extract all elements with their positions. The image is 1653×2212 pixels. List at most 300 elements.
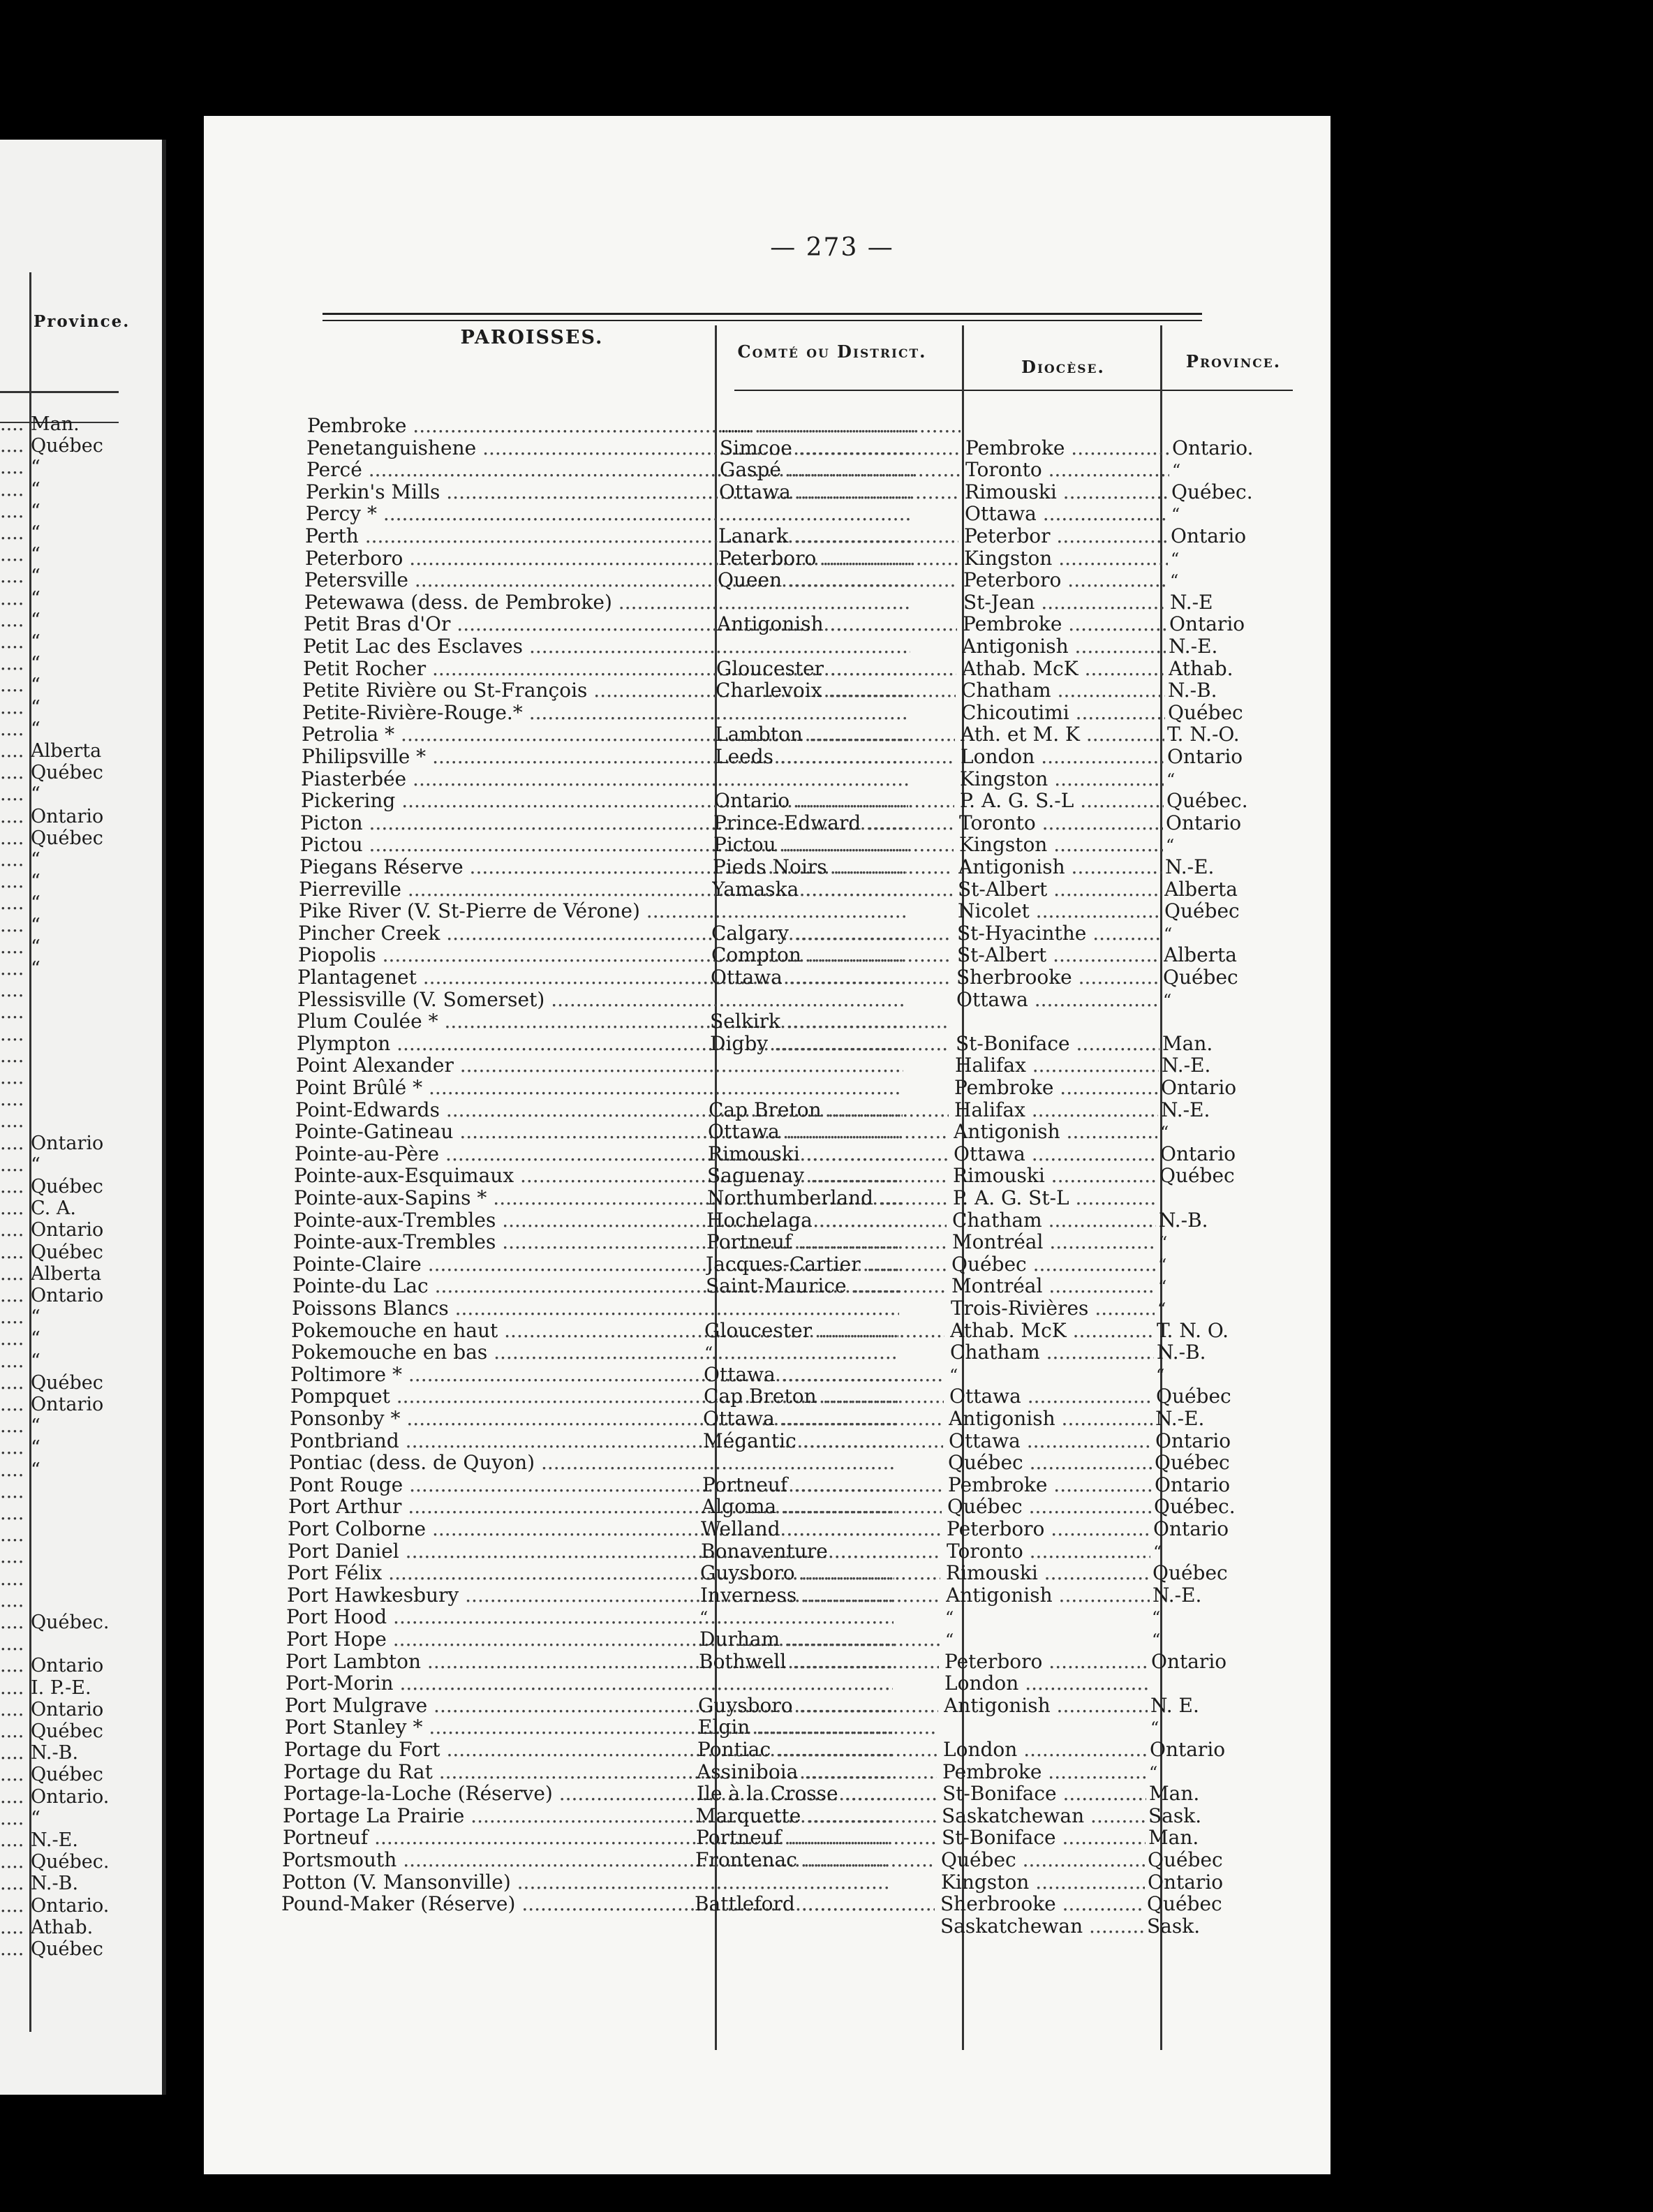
parish-name: Potton (V. Mansonville) ..... [282, 1871, 889, 1893]
left-province-item [0, 1481, 162, 1503]
parish-name: Poissons Blancs ..... [292, 1297, 899, 1319]
county-district-cell [704, 1364, 944, 1385]
county-district: Ottawa ..... [703, 1408, 943, 1429]
province: “ [1166, 836, 1175, 856]
province: N.-E. [1165, 856, 1215, 878]
diocese-cell [951, 1297, 1155, 1319]
table-row [180, 1761, 1307, 1783]
province-cell [1164, 900, 1318, 922]
left-province-item [0, 588, 162, 610]
left-province-item [0, 1459, 162, 1482]
province: “ [1152, 1608, 1161, 1628]
top-rule-thin [323, 320, 1202, 321]
left-province-value: “ [31, 674, 40, 697]
left-province-item [0, 1633, 162, 1656]
province: Québec. [1166, 790, 1248, 812]
left-province-value: Québec [31, 1241, 103, 1263]
left-province-item [0, 1720, 162, 1743]
county-district-cell [711, 922, 951, 944]
diocese-cell [949, 1385, 1153, 1407]
leader-dots: .... [0, 1633, 24, 1656]
diocese: Antigonish ..... [958, 856, 1162, 878]
parish-name-cell [282, 1871, 889, 1893]
county-district: Pieds Noirs ..... [713, 856, 953, 878]
parish-name: Point-Edwards ..... [295, 1099, 903, 1121]
header-paroisses: PAROISSES. [460, 327, 604, 348]
left-province-value: Man. [31, 413, 80, 435]
leader-dots: .... [0, 958, 24, 980]
table-row [183, 1606, 1310, 1628]
left-province-item [0, 631, 162, 654]
province-cell [1169, 658, 1322, 679]
left-province-item [0, 892, 162, 915]
province-cell [1157, 1297, 1311, 1320]
diocese-cell [964, 547, 1168, 569]
left-province-value: “ [31, 1306, 40, 1329]
province-cell [1157, 1320, 1310, 1341]
left-province-item [0, 544, 162, 566]
county-district-cell [720, 437, 960, 459]
left-province-item [0, 718, 162, 741]
parish-name: Plessisville (V. Somerset) ..... [297, 989, 905, 1010]
diocese-cell [960, 768, 1164, 790]
table-row [185, 1496, 1312, 1517]
province-cell [1149, 1783, 1303, 1804]
province: “ [1172, 461, 1181, 481]
county-district-cell [696, 1827, 936, 1848]
province-cell [1168, 679, 1321, 701]
province: Ontario [1153, 1518, 1229, 1540]
diocese: Peterboro ..... [944, 1651, 1148, 1672]
county-district-cell [710, 1010, 950, 1032]
table-row [184, 1518, 1311, 1540]
parish-name: Pictou ..... [300, 834, 907, 855]
province-cell [1169, 613, 1323, 635]
province: Ontario [1167, 746, 1243, 767]
diocese-cell [944, 1672, 1148, 1694]
header-underline [734, 390, 1293, 391]
parish-name: Picton ..... [300, 812, 907, 834]
county-district: Leeds ..... [715, 746, 955, 767]
table-row [192, 1077, 1319, 1098]
left-province-value: “ [31, 457, 40, 479]
diocese-cell [948, 1452, 1152, 1473]
province-cell [1157, 1341, 1310, 1363]
left-province-item [0, 1568, 162, 1591]
leader-dots: .... [0, 1176, 24, 1197]
left-province-item [0, 1873, 162, 1895]
parish-name-cell [289, 1452, 896, 1473]
leader-dots: .... [0, 653, 24, 675]
table-row [197, 834, 1324, 855]
left-province-value: N.-E. [31, 1829, 78, 1851]
diocese-cell [951, 1275, 1155, 1297]
table-row [186, 1430, 1313, 1452]
diocese: St-Hyacinthe ..... [957, 922, 1161, 944]
left-province-item [0, 566, 162, 588]
diocese-cell [952, 1231, 1156, 1253]
province: “ [1153, 1542, 1162, 1562]
county-district-cell [695, 1849, 935, 1871]
diocese-cell [948, 1474, 1152, 1496]
left-province-item [0, 1394, 162, 1416]
left-province-item [0, 1829, 162, 1852]
leader-dots: .... [0, 1676, 24, 1699]
parish-name: Pontbriand ..... [290, 1430, 897, 1452]
left-province-value: N.-B. [31, 1742, 79, 1764]
county-district-cell [708, 1143, 948, 1165]
diocese: Ottawa ..... [949, 1385, 1153, 1407]
leader-dots: .... [0, 1851, 24, 1873]
county-district-cell [706, 1275, 946, 1297]
province-cell [1171, 481, 1325, 503]
left-province-value: Ontario [31, 805, 104, 827]
county-district: Antigonish ..... [717, 613, 957, 635]
parish-name: Portneuf ..... [283, 1827, 890, 1848]
left-province-value: “ [31, 936, 40, 958]
parish-name: Port Colborne ..... [288, 1518, 895, 1540]
province-cell [1171, 503, 1325, 526]
left-province-item [0, 1938, 162, 1961]
left-province-value: “ [31, 914, 40, 936]
left-province-item [0, 1372, 162, 1394]
province: “ [1149, 1762, 1158, 1783]
left-province-item [0, 1590, 162, 1612]
county-district-cell [718, 569, 958, 591]
province-cell [1159, 1165, 1313, 1186]
diocese: “ [945, 1630, 954, 1650]
county-district: Rimouski ..... [708, 1143, 948, 1165]
parish-name: Pointe-du Lac ..... [292, 1275, 900, 1297]
county-district-cell [703, 1408, 943, 1429]
table-row [191, 1143, 1318, 1165]
parish-name: Port Stanley * ..... [285, 1716, 892, 1738]
left-province-item [0, 740, 162, 762]
leader-dots: .... [0, 609, 24, 631]
left-province-item [0, 806, 162, 828]
parish-name: Pike River (V. St-Pierre de Vérone) ..... [299, 900, 906, 922]
county-district-cell [709, 1099, 949, 1121]
parish-name-cell [292, 1297, 899, 1319]
leader-dots: .... [0, 1589, 24, 1612]
leader-dots: .... [0, 1001, 24, 1024]
county-district: Guysboro ..... [698, 1695, 938, 1716]
leader-dots: .... [0, 1807, 24, 1829]
diocese-cell [957, 944, 1161, 966]
county-district-cell [704, 1385, 944, 1407]
leader-dots: .... [0, 1350, 24, 1372]
left-province-item [0, 1524, 162, 1547]
table-row [200, 658, 1326, 679]
table-row [198, 768, 1324, 790]
province: Athab. [1169, 657, 1233, 679]
county-district: Cap Breton ..... [704, 1385, 944, 1407]
diocese-cell [944, 1651, 1148, 1672]
left-province-value: Alberta [31, 740, 102, 762]
province: Québec [1155, 1452, 1230, 1474]
parish-name: Portsmouth ..... [282, 1849, 889, 1871]
diocese: Kingston ..... [959, 834, 1163, 855]
table-row [181, 1716, 1308, 1738]
parish-name: Pointe-aux-Sapins * ..... [294, 1187, 901, 1209]
diocese: London ..... [944, 1672, 1148, 1694]
province: Québec [1168, 701, 1243, 723]
parish-name: Petit Lac des Esclaves ..... [303, 635, 910, 657]
province: T. N. O. [1157, 1319, 1229, 1341]
county-district: Charlevoix ..... [716, 679, 956, 701]
leader-dots: .... [0, 1262, 24, 1285]
diocese-cell [957, 922, 1161, 944]
diocese: P. A. G. S.-L ..... [960, 790, 1164, 811]
diocese: Pembroke ..... [965, 437, 1169, 459]
table-row [182, 1651, 1309, 1672]
leader-dots: .... [0, 1045, 24, 1067]
left-province-item [0, 653, 162, 675]
county-district: Ottawa ..... [708, 1121, 948, 1142]
left-province-item [0, 610, 162, 632]
diocese: St-Boniface ..... [942, 1827, 1146, 1848]
table-row [195, 922, 1321, 944]
diocese-cell [949, 1430, 1152, 1452]
diocese-cell [945, 1606, 1149, 1629]
province: “ [1156, 1365, 1165, 1385]
leader-dots: .... [0, 1415, 24, 1438]
left-province-item [0, 1851, 162, 1873]
table-row [190, 1231, 1317, 1253]
table-row [186, 1408, 1313, 1429]
leader-dots: .... [0, 1873, 24, 1895]
diocese: Kingston ..... [960, 768, 1164, 790]
diocese: Ath. et M. K ..... [961, 723, 1164, 745]
province: N.-E. [1161, 1098, 1210, 1121]
diocese-cell [958, 900, 1162, 922]
left-province-value: “ [31, 566, 40, 588]
diocese-cell [960, 790, 1164, 811]
leader-dots: .... [0, 1394, 24, 1415]
parish-name-cell [295, 1077, 903, 1098]
diocese: Sherbrooke ..... [956, 966, 1160, 988]
province: T. N.-O. [1167, 723, 1240, 746]
diocese-cell [963, 613, 1166, 635]
province: Ontario [1150, 1739, 1226, 1760]
province: N.-E. [1155, 1408, 1205, 1429]
diocese: Montréal ..... [951, 1275, 1155, 1297]
diocese: Pembroke ..... [942, 1761, 1146, 1783]
leader-dots: .... [0, 1480, 24, 1503]
county-district: Calgary ..... [711, 922, 951, 944]
province-cell [1163, 966, 1317, 988]
parish-name: Port Félix ..... [287, 1562, 894, 1584]
table-row [202, 525, 1328, 547]
left-province-item [0, 871, 162, 893]
province: Québec [1164, 900, 1240, 922]
left-province-value: Ontario [31, 1698, 104, 1720]
table-row [201, 569, 1328, 591]
county-district: Frontenac ..... [695, 1849, 935, 1871]
parish-name: Pembroke ..... [307, 415, 914, 436]
parish-name: Peterboro ..... [305, 547, 912, 569]
left-province-item [0, 1699, 162, 1721]
leader-dots: .... [0, 1698, 24, 1720]
left-province-value: “ [31, 1415, 40, 1438]
table-row [198, 723, 1325, 745]
left-province-value: Québec. [31, 1851, 110, 1873]
province: Ontario [1155, 1429, 1231, 1452]
province: Ontario [1155, 1473, 1231, 1496]
left-province-value: “ [31, 696, 40, 718]
county-district: Ottawa ..... [719, 481, 959, 503]
diocese-cell [962, 658, 1166, 679]
diocese-cell [953, 1187, 1157, 1209]
diocese: “ [945, 1608, 954, 1628]
left-province-item [0, 1219, 162, 1241]
province-cell [1154, 1496, 1307, 1517]
province: “ [1150, 1718, 1159, 1739]
leader-dots: .... [0, 871, 24, 893]
diocese-cell [964, 525, 1168, 547]
leader-dots: .... [0, 849, 24, 871]
diocese-cell [965, 459, 1169, 480]
province-cell [1161, 1099, 1314, 1121]
diocese-cell [961, 746, 1164, 767]
diocese-cell [947, 1496, 1151, 1517]
diocese-cell [956, 989, 1160, 1010]
left-province-value: Québec [31, 1720, 103, 1742]
diocese-cell [947, 1518, 1150, 1540]
county-district-cell [717, 613, 957, 635]
county-district: Gloucester ..... [704, 1320, 944, 1341]
diocese-cell [961, 679, 1165, 701]
province-cell [1156, 1364, 1310, 1387]
province: Ontario [1169, 613, 1245, 635]
county-district: “ [704, 1343, 713, 1364]
parish-name: Pointe-aux-Trembles ..... [293, 1209, 900, 1231]
county-district-cell [706, 1209, 947, 1231]
county-district: Queen ..... [718, 569, 958, 591]
diocese-cell [965, 481, 1169, 503]
county-district-cell [697, 1739, 937, 1760]
province-cell [1166, 834, 1319, 857]
province-cell [1160, 1143, 1314, 1165]
county-district: Compton ..... [711, 944, 951, 966]
province: “ [1157, 1299, 1166, 1319]
province-cell [1172, 459, 1326, 482]
leader-dots: .... [0, 522, 24, 544]
county-district-cell [701, 1540, 941, 1562]
county-district: Algoma ..... [702, 1496, 942, 1517]
left-province-value: Québec [31, 1764, 103, 1786]
parish-name: Petite-Rivière-Rouge.* ..... [302, 702, 910, 723]
province-cell [1166, 768, 1320, 791]
county-district: Bonaventure ..... [701, 1540, 941, 1562]
parish-name: Port Mulgrave ..... [285, 1695, 892, 1716]
county-district-cell [713, 856, 953, 878]
county-district: Portneuf ..... [706, 1231, 947, 1253]
province: “ [1158, 1277, 1167, 1297]
province: Québec [1152, 1562, 1228, 1584]
left-province-item [0, 1001, 162, 1024]
county-district-cell [704, 1341, 944, 1364]
left-province-value: “ [31, 1350, 40, 1372]
parish-name: Pointe-Claire ..... [292, 1253, 900, 1275]
parish-name-cell [296, 1054, 903, 1076]
diocese: Québec ..... [947, 1496, 1151, 1517]
county-district-cell [707, 1165, 947, 1186]
province: Alberta [1164, 944, 1237, 966]
province-cell [1158, 1253, 1312, 1276]
leader-dots: .... [0, 1285, 24, 1306]
province-cell [1147, 1915, 1300, 1937]
county-district: Ile à la Crosse ..... [697, 1783, 937, 1804]
diocese-cell [950, 1320, 1154, 1341]
province-cell [1148, 1871, 1301, 1893]
leader-dots: .... [0, 1742, 24, 1764]
province: Ontario [1160, 1142, 1236, 1165]
leader-dots: .... [0, 1437, 24, 1459]
left-province-value: “ [31, 1807, 40, 1829]
diocese-cell [954, 1077, 1158, 1098]
county-district-cell [720, 415, 961, 436]
left-province-item [0, 936, 162, 959]
leader-dots: .... [0, 1110, 24, 1133]
left-province-item [0, 435, 162, 457]
county-district-cell [698, 1695, 938, 1716]
leader-dots: .... [0, 1306, 24, 1329]
left-province-value: Ontario [31, 1285, 104, 1306]
left-province-value: Ontario. [31, 1894, 110, 1917]
province-cell [1170, 569, 1324, 592]
parish-name: Petersville ..... [304, 569, 912, 591]
parish-name: Piasterbée ..... [301, 768, 908, 790]
leader-dots: .... [0, 1829, 24, 1851]
parish-name: Point Brûlé * ..... [295, 1077, 903, 1098]
county-district: Ottawa ..... [711, 966, 951, 988]
county-district: Elgin ..... [698, 1716, 938, 1738]
top-rule [323, 313, 1202, 315]
province-cell [1167, 746, 1321, 767]
province-cell [1152, 1628, 1305, 1651]
diocese: Rimouski ..... [946, 1562, 1150, 1584]
leader-dots: .... [0, 413, 24, 435]
table-row [179, 1827, 1306, 1848]
left-province-value: “ [31, 958, 40, 980]
province-cell [1147, 1893, 1300, 1915]
left-province-value: “ [31, 478, 40, 501]
parish-name: Pompquet ..... [290, 1385, 898, 1407]
diocese-cell [945, 1628, 1149, 1651]
province-cell [1155, 1474, 1308, 1496]
table-row [198, 790, 1324, 811]
province-cell [1158, 1275, 1312, 1298]
diocese: Toronto ..... [959, 812, 1163, 834]
table-row [194, 989, 1321, 1010]
diocese-cell [954, 1121, 1157, 1142]
leader-dots: .... [0, 1720, 24, 1742]
left-province-item [0, 1677, 162, 1699]
parish-name: Piegans Réserve ..... [299, 856, 907, 878]
diocese: Antigonish ..... [954, 1121, 1157, 1142]
leader-dots: .... [0, 1153, 24, 1176]
left-province-item [0, 1285, 162, 1307]
table-row [204, 415, 1330, 436]
diocese-cell [956, 966, 1160, 988]
header-province: Province. [1185, 351, 1282, 371]
county-district: Hochelaga ..... [706, 1209, 947, 1231]
left-province-item [0, 1415, 162, 1438]
left-province-item [0, 1306, 162, 1329]
left-province-value: “ [31, 849, 40, 871]
diocese-cell [941, 1849, 1145, 1871]
